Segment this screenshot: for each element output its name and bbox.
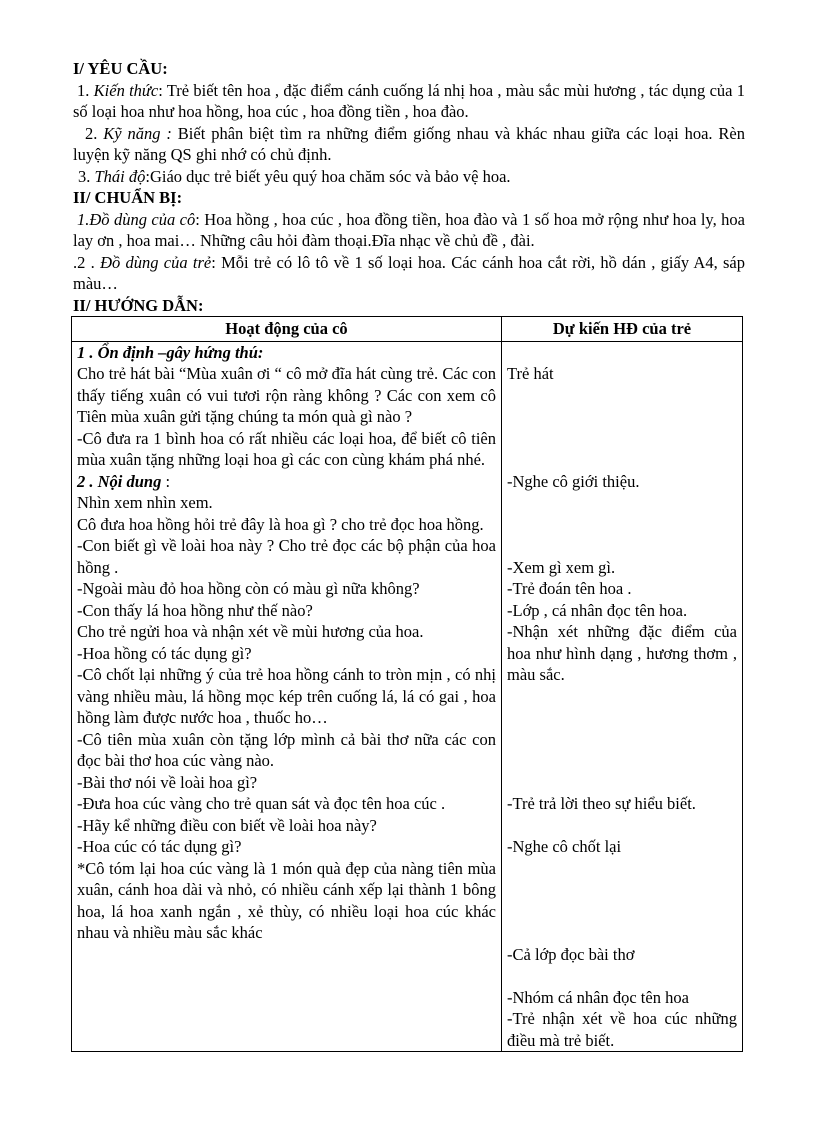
activity-text: -Cô đưa ra 1 bình hoa có rất nhiều các loại hoa, để biết cô tiên mùa xuân tặng những loại hoa gì các con cùng khám phá nhé. bbox=[77, 428, 496, 469]
child-column-header: Dự kiến HĐ của trẻ bbox=[502, 317, 743, 342]
child-materials-prefix: .2 . bbox=[73, 252, 101, 272]
activity-text: Cho trẻ hát bài “Mùa xuân ơi “ cô mở đĩa hát cùng trẻ. Các con thấy tiếng xuân có vui tươi rộn ràng không ? Các con xem cô Tiên mùa xuân gửi tặng chúng ta món quà gì nào ? bbox=[77, 364, 496, 426]
child-response: -Nghe cô giới thiệu. bbox=[507, 471, 640, 491]
attitude-paragraph: 3. Thái độ:Giáo dục trẻ biết yêu quý hoa chăm sóc và bảo vệ hoa. bbox=[78, 166, 511, 186]
activity-text: Nhìn xem nhìn xem. bbox=[77, 493, 213, 512]
knowledge-label: Kiến thức bbox=[93, 80, 159, 100]
knowledge-paragraph: 1. Kiến thức: Trẻ biết tên hoa , đặc điểm cánh cuống lá nhị hoa , màu sắc mùi hương , tác dụng của 1 số loại hoa như hoa hồng, hoa cúc , hoa đồng tiền , hoa đào. bbox=[73, 80, 745, 121]
activity-text: -Hoa cúc có tác dụng gì? bbox=[77, 837, 242, 856]
activity-text: -Con biết gì về loài hoa này ? Cho trẻ đọc các bộ phận của hoa hồng . bbox=[77, 536, 496, 577]
lesson-intro bbox=[73, 58, 745, 316]
section-title-tail: : bbox=[161, 471, 171, 491]
activity-text: -Bài thơ nói về loài hoa gì? bbox=[77, 772, 258, 792]
child-activity-cell bbox=[502, 341, 743, 1052]
child-response: Trẻ hát bbox=[507, 364, 554, 383]
table-header-row bbox=[72, 317, 743, 342]
activity-text: Cho trẻ ngửi hoa và nhận xét về mùi hương của hoa. bbox=[77, 622, 424, 641]
requirements-heading: I/ YÊU CẦU: bbox=[73, 59, 168, 78]
teacher-materials-paragraph bbox=[73, 209, 745, 252]
attitude-text: :Giáo dục trẻ biết yêu quý hoa chăm sóc và bảo vệ hoa. bbox=[145, 166, 511, 186]
activity-table bbox=[71, 316, 743, 1052]
teacher-column-header: Hoạt động của cô bbox=[72, 317, 502, 342]
child-response: -Trẻ nhận xét về hoa cúc những điều mà trẻ biết. bbox=[507, 1009, 737, 1050]
child-materials-paragraph bbox=[73, 252, 745, 295]
teacher-activity-cell bbox=[72, 341, 502, 1052]
activity-text: -Cô chốt lại những ý của trẻ hoa hồng cánh to tròn mịn , có nhị vàng nhiều màu, lá hồng mọc kép trên cuống lá, lá có gai , hoa hồng làm được nước hoa , thuốc ho… bbox=[77, 665, 496, 727]
section-title: 1 . Ổn định –gây hứng thú: bbox=[77, 342, 264, 362]
guide-heading: II/ HƯỚNG DẪN: bbox=[73, 295, 204, 315]
activity-text: *Cô tóm lại hoa cúc vàng là 1 món quà đẹp của nàng tiên mùa xuân, cánh hoa dài và nhỏ, có nhiều cánh xếp lại thành 1 bông hoa, lá hoa xanh ngắn , xẻ thùy, có nhiều loại hoa cúc khác nhau và nhiều màu sắc khác bbox=[77, 858, 496, 942]
table-row bbox=[72, 341, 743, 1052]
skill-paragraph: 2. Kỹ năng : Biết phân biệt tìm ra những điểm giống nhau và khác nhau giữa các loại hoa. Rèn luyện kỹ năng QS ghi nhớ có chủ định. bbox=[73, 123, 746, 164]
child-response: -Trẻ trả lời theo sự hiểu biết. bbox=[507, 794, 696, 813]
child-response: -Nghe cô chốt lại bbox=[507, 837, 622, 856]
child-materials-text: : Mỗi trẻ có lô tô về 1 số loại hoa. Các cánh hoa cắt rời, hồ dán , giấy A4, sáp màu… bbox=[73, 252, 745, 293]
activity-text: -Cô tiên mùa xuân còn tặng lớp mình cả bài thơ nữa các con đọc bài thơ hoa cúc vàng nào. bbox=[77, 729, 496, 770]
attitude-label: Thái độ bbox=[94, 166, 146, 186]
activity-text: -Hoa hồng có tác dụng gì? bbox=[77, 643, 252, 663]
teacher-materials-label: 1.Đồ dùng của cô bbox=[77, 209, 196, 229]
skill-label: Kỹ năng : bbox=[103, 123, 172, 143]
section-title-2 bbox=[77, 471, 496, 493]
activity-text: Cô đưa hoa hồng hỏi trẻ đây là hoa gì ? cho trẻ đọc hoa hồng. bbox=[77, 514, 484, 534]
knowledge-text: : Trẻ biết tên hoa , đặc điểm cánh cuống lá nhị hoa , màu sắc mùi hương , tác dụng của 1 số loại hoa như hoa hồng, hoa cúc , hoa đồng tiền , hoa đào. bbox=[73, 80, 745, 121]
child-response: -Lớp , cá nhân đọc tên hoa. bbox=[507, 600, 688, 620]
activity-text: -Con thấy lá hoa hồng như thế nào? bbox=[77, 600, 313, 620]
child-materials-label: Đồ dùng của trẻ bbox=[100, 252, 212, 272]
child-response: -Nhóm cá nhân đọc tên hoa bbox=[507, 987, 689, 1007]
activity-text: -Đưa hoa cúc vàng cho trẻ quan sát và đọc tên hoa cúc . bbox=[77, 794, 446, 813]
skill-text: Biết phân biệt tìm ra những điểm giống nhau và khác nhau giữa các loại hoa. Rèn luyện kỹ năng QS ghi nhớ có chủ định. bbox=[73, 123, 746, 164]
activity-text: -Ngoài màu đỏ hoa hồng còn có màu gì nữa không? bbox=[77, 579, 420, 598]
child-response: -Cả lớp đọc bài thơ bbox=[507, 944, 635, 964]
child-response: -Trẻ đoán tên hoa . bbox=[507, 579, 632, 598]
activity-text: -Hãy kể những điều con biết về loài hoa này? bbox=[77, 815, 377, 835]
child-response: -Xem gì xem gì. bbox=[507, 557, 616, 577]
section-title: 2 . Nội dung bbox=[77, 471, 162, 491]
teacher-materials-text: : Hoa hồng , hoa cúc , hoa đồng tiền, hoa đào và 1 số hoa mở rộng như hoa ly, hoa lay ơn , hoa mai… Những câu hỏi đàm thoại.Đĩa nhạc về chủ đề , đài. bbox=[73, 209, 745, 250]
preparation-heading: II/ CHUẨN BỊ: bbox=[73, 188, 183, 207]
child-response: -Nhận xét những đặc điểm của hoa như hình dạng , hương thơm , màu sắc. bbox=[507, 622, 737, 684]
